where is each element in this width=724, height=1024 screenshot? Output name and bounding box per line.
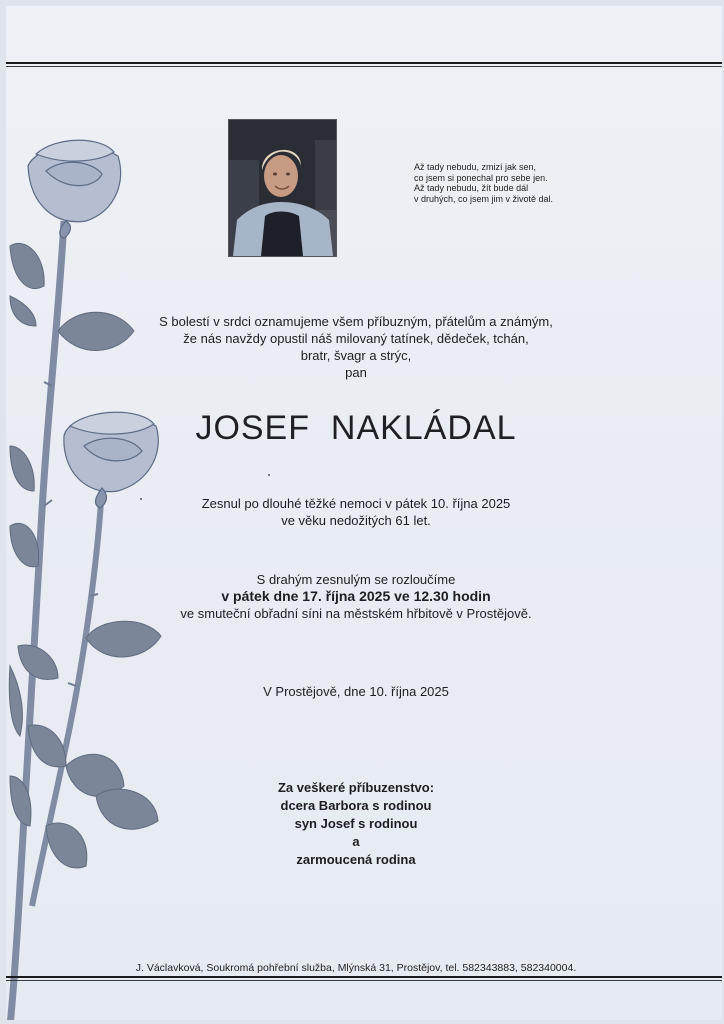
farewell-info (106, 571, 606, 622)
announcement-line: že nás navždy opustil náš milovaný tatínek, dědeček, tchán, (183, 331, 529, 346)
death-notice-line: ve věku nedožitých 61 let. (281, 513, 431, 528)
announcement-line: pan (345, 365, 367, 380)
portrait-photo-icon (229, 120, 336, 256)
family-line: a (352, 834, 360, 849)
portrait-photo (228, 119, 337, 257)
family-line: Za veškeré příbuzenstvo: (277, 780, 435, 795)
funeral-service-footer: J. Václavková, Soukromá pohřební služba, Mlýnská 31, Prostějov, tel. 582343883, 582340004. (135, 962, 577, 974)
place-date: V Prostějově, dne 10. října 2025 (263, 684, 449, 699)
announcement-line: bratr, švagr a strýc, (300, 348, 412, 363)
death-notice-line: Zesnul po dlouhé těžké nemoci v pátek 10. října 2025 (201, 496, 511, 511)
deceased-name: JOSEF NAKLÁDAL (195, 409, 517, 447)
announcement-line: S bolestí v srdci oznamujeme všem příbuzným, přátelům a známým, (159, 314, 553, 329)
poem-line: Až tady nebudu, zmizí jak sen, (414, 162, 537, 172)
farewell-datetime: v pátek dne 17. října 2025 ve 12.30 hodin (221, 588, 491, 604)
family-line: dcera Barbora s rodinou (280, 798, 432, 813)
top-border-rule (6, 62, 722, 67)
bottom-border-rule (6, 976, 722, 981)
farewell-location: ve smuteční obřadní síni na městském hřbitově v Prostějově. (180, 606, 532, 621)
family-line: zarmoucená rodina (296, 852, 416, 867)
announcement-text (106, 313, 606, 381)
poem-line: v druhých, co jsem jim v životě dal. (414, 193, 554, 204)
poem-verse (414, 162, 634, 204)
family-signature (106, 779, 606, 869)
poem-line: Až tady nebudu, žít bude dál (414, 183, 529, 193)
poem-line: co jsem si ponechal pro sebe jen. (414, 172, 548, 183)
obituary-sheet (6, 6, 722, 1020)
family-line: syn Josef s rodinou (294, 816, 418, 831)
farewell-intro: S drahým zesnulým se rozloučíme (256, 572, 456, 587)
death-notice (106, 495, 606, 529)
decorative-dot (268, 474, 270, 476)
